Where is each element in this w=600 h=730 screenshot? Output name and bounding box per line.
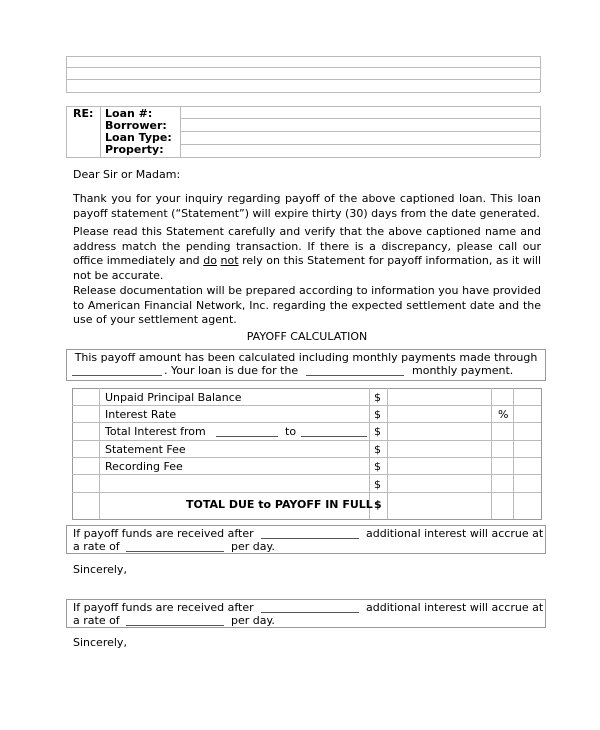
currency-symbol: $ — [374, 391, 381, 404]
late-funds-text: If payoff funds are received after — [73, 601, 254, 614]
to-label: to — [285, 425, 297, 438]
currency-symbol: $ — [374, 408, 381, 421]
total-interest-label: Total Interest from — [105, 425, 206, 438]
payoff-heading: PAYOFF CALCULATION — [246, 330, 368, 343]
total-due-label: TOTAL DUE to PAYOFF IN FULL — [186, 498, 373, 511]
daily-rate-field[interactable] — [126, 614, 224, 626]
total-currency-symbol: $ — [374, 498, 382, 511]
loan-due-text: . Your loan is due for the — [164, 364, 299, 377]
interest-rate-value[interactable] — [389, 408, 489, 419]
payoff-through-text: This payoff amount has been calculated including monthly payments made through — [74, 351, 538, 364]
rate-of-text: a rate of — [73, 540, 120, 553]
statement-fee-value[interactable] — [389, 443, 489, 454]
daily-rate-field[interactable] — [126, 540, 224, 552]
currency-symbol: $ — [374, 460, 381, 473]
due-payment-field[interactable] — [306, 364, 404, 376]
loan-type-label: Loan Type: — [105, 131, 172, 144]
percent-symbol: % — [498, 408, 509, 421]
payoff-through-date-field[interactable] — [72, 364, 162, 376]
currency-symbol: $ — [374, 425, 381, 438]
late-funds-date-field[interactable] — [261, 601, 359, 613]
recording-fee-value[interactable] — [389, 460, 489, 471]
interest-rate-label: Interest Rate — [105, 408, 177, 421]
paragraph-expiration: Thank you for your inquiry regarding payoff of the above captioned loan. This loan payoff statement (“Statement”) will expire thirty (30) days from the date generated. — [73, 192, 541, 220]
additional-interest-text: additional interest will accrue at — [366, 601, 544, 614]
paragraph-release: Release documentation will be prepared according to information you have provided to American Financial Network, Inc. regarding the expected settlement date and the use of your settlement agent. — [73, 284, 541, 326]
loan-number-label: Loan #: — [105, 107, 153, 120]
additional-interest-text: additional interest will accrue at — [366, 527, 544, 540]
monthly-payment-text: monthly payment. — [412, 364, 514, 377]
closing-sincerely: Sincerely, — [73, 636, 127, 649]
closing-sincerely: Sincerely, — [73, 563, 127, 576]
paragraph-verify: Please read this Statement carefully and verify that the above captioned name and address match the pending transaction. If there is a discrepancy, please call our office immediately and do not rely on this Statement for payoff information, as it will not be accurate. — [73, 225, 542, 282]
property-label: Property: — [105, 143, 164, 156]
currency-symbol: $ — [374, 478, 381, 491]
per-day-text: per day. — [231, 614, 275, 627]
per-day-text: per day. — [231, 540, 275, 553]
unpaid-principal-label: Unpaid Principal Balance — [105, 391, 242, 404]
re-label: RE: — [73, 107, 94, 120]
interest-to-date-field[interactable] — [301, 425, 367, 437]
unpaid-principal-value[interactable] — [389, 391, 489, 402]
total-due-value[interactable] — [389, 498, 489, 509]
rate-of-text: a rate of — [73, 614, 120, 627]
borrower-label: Borrower: — [105, 119, 167, 132]
late-funds-text: If payoff funds are received after — [73, 527, 254, 540]
interest-from-date-field[interactable] — [216, 425, 278, 437]
salutation: Dear Sir or Madam: — [73, 168, 181, 181]
late-funds-date-field[interactable] — [261, 527, 359, 539]
statement-fee-label: Statement Fee — [105, 443, 186, 456]
recording-fee-label: Recording Fee — [105, 460, 183, 473]
currency-symbol: $ — [374, 443, 381, 456]
